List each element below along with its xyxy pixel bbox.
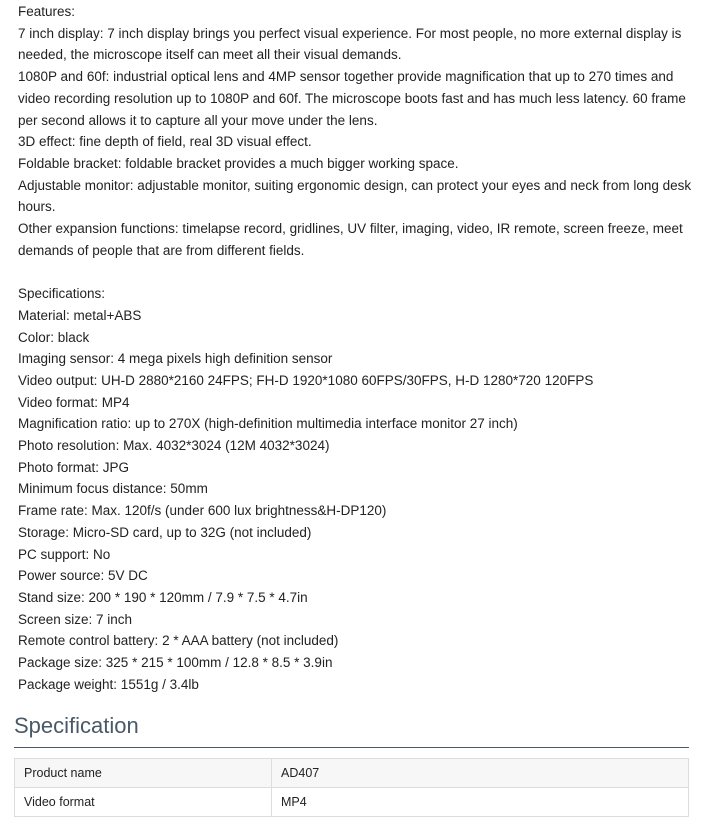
spec-video-output: Video output: UH-D 2880*2160 24FPS; FH-D 1920*1080 60FPS/30FPS, H-D 1280*720 120FPS xyxy=(18,372,594,388)
spec-value-cell: MP4 xyxy=(272,788,689,817)
spec-package-size: Package size: 325 * 215 * 100mm / 12.8 * 8.5 * 3.9in xyxy=(18,655,333,671)
feature-1080p: 1080P and 60f: industrial optical lens and 4MP sensor together provide magnification that up to 270 times and video recording resolution up to 1080P and 60f. The microscope boots fast and has much less latency. 60 frame per second allows it to capture all your move under the lens. xyxy=(18,69,686,128)
spec-package-weight: Package weight: 1551g / 3.4lb xyxy=(18,676,199,692)
table-row xyxy=(15,788,689,817)
table-row xyxy=(15,759,689,788)
spec-screen-size: Screen size: 7 inch xyxy=(18,611,133,627)
specifications-heading: Specifications: xyxy=(18,286,106,302)
section-divider xyxy=(14,747,689,748)
spec-key-cell: Product name xyxy=(15,759,272,788)
spec-storage: Storage: Micro-SD card, up to 32G (not included) xyxy=(18,524,312,540)
spec-key-cell: Video format xyxy=(15,788,272,817)
spec-pc-support: PC support: No xyxy=(18,546,111,562)
spec-video-format: Video format: MP4 xyxy=(18,394,130,410)
product-description xyxy=(18,1,698,695)
spec-photo-resolution: Photo resolution: Max. 4032*3024 (12M 4032*3024) xyxy=(18,438,330,454)
spec-value-cell: AD407 xyxy=(272,759,689,788)
feature-expansion-functions: Other expansion functions: timelapse record, gridlines, UV filter, imaging, video, IR remote, screen freeze, meet demands of people that are from different fields. xyxy=(18,221,683,258)
specification-section-title: Specification xyxy=(14,713,139,738)
spec-frame-rate: Frame rate: Max. 120f/s (under 600 lux brightness&H-DP120) xyxy=(18,503,387,519)
spec-remote-battery: Remote control battery: 2 * AAA battery (not included) xyxy=(18,633,339,649)
feature-display: 7 inch display: 7 inch display brings you perfect visual experience. For most people, no more external display is needed, the microscope itself can meet all their visual demands. xyxy=(18,25,682,63)
feature-adjustable-monitor: Adjustable monitor: adjustable monitor, suiting ergonomic design, can protect your eyes and neck from long desk hours. xyxy=(18,177,692,215)
feature-foldable-bracket: Foldable bracket: foldable bracket provides a much bigger working space. xyxy=(18,155,459,171)
feature-3d-effect: 3D effect: fine depth of field, real 3D visual effect. xyxy=(18,134,312,150)
paragraph-gap xyxy=(18,261,698,283)
spec-material: Material: metal+ABS xyxy=(18,307,142,323)
spec-power-source: Power source: 5V DC xyxy=(18,568,148,584)
spec-imaging-sensor: Imaging sensor: 4 mega pixels high definition sensor xyxy=(18,351,333,367)
spec-magnification-ratio: Magnification ratio: up to 270X (high-definition multimedia interface monitor 27 inch) xyxy=(18,416,518,432)
features-heading: Features: xyxy=(18,4,76,19)
spec-minimum-focus-distance: Minimum focus distance: 50mm xyxy=(18,481,208,497)
specification-table xyxy=(14,758,689,817)
spec-photo-format: Photo format: JPG xyxy=(18,459,130,475)
spec-color: Color: black xyxy=(18,329,90,345)
spec-stand-size: Stand size: 200 * 190 * 120mm / 7.9 * 7.5 * 4.7in xyxy=(18,589,308,605)
